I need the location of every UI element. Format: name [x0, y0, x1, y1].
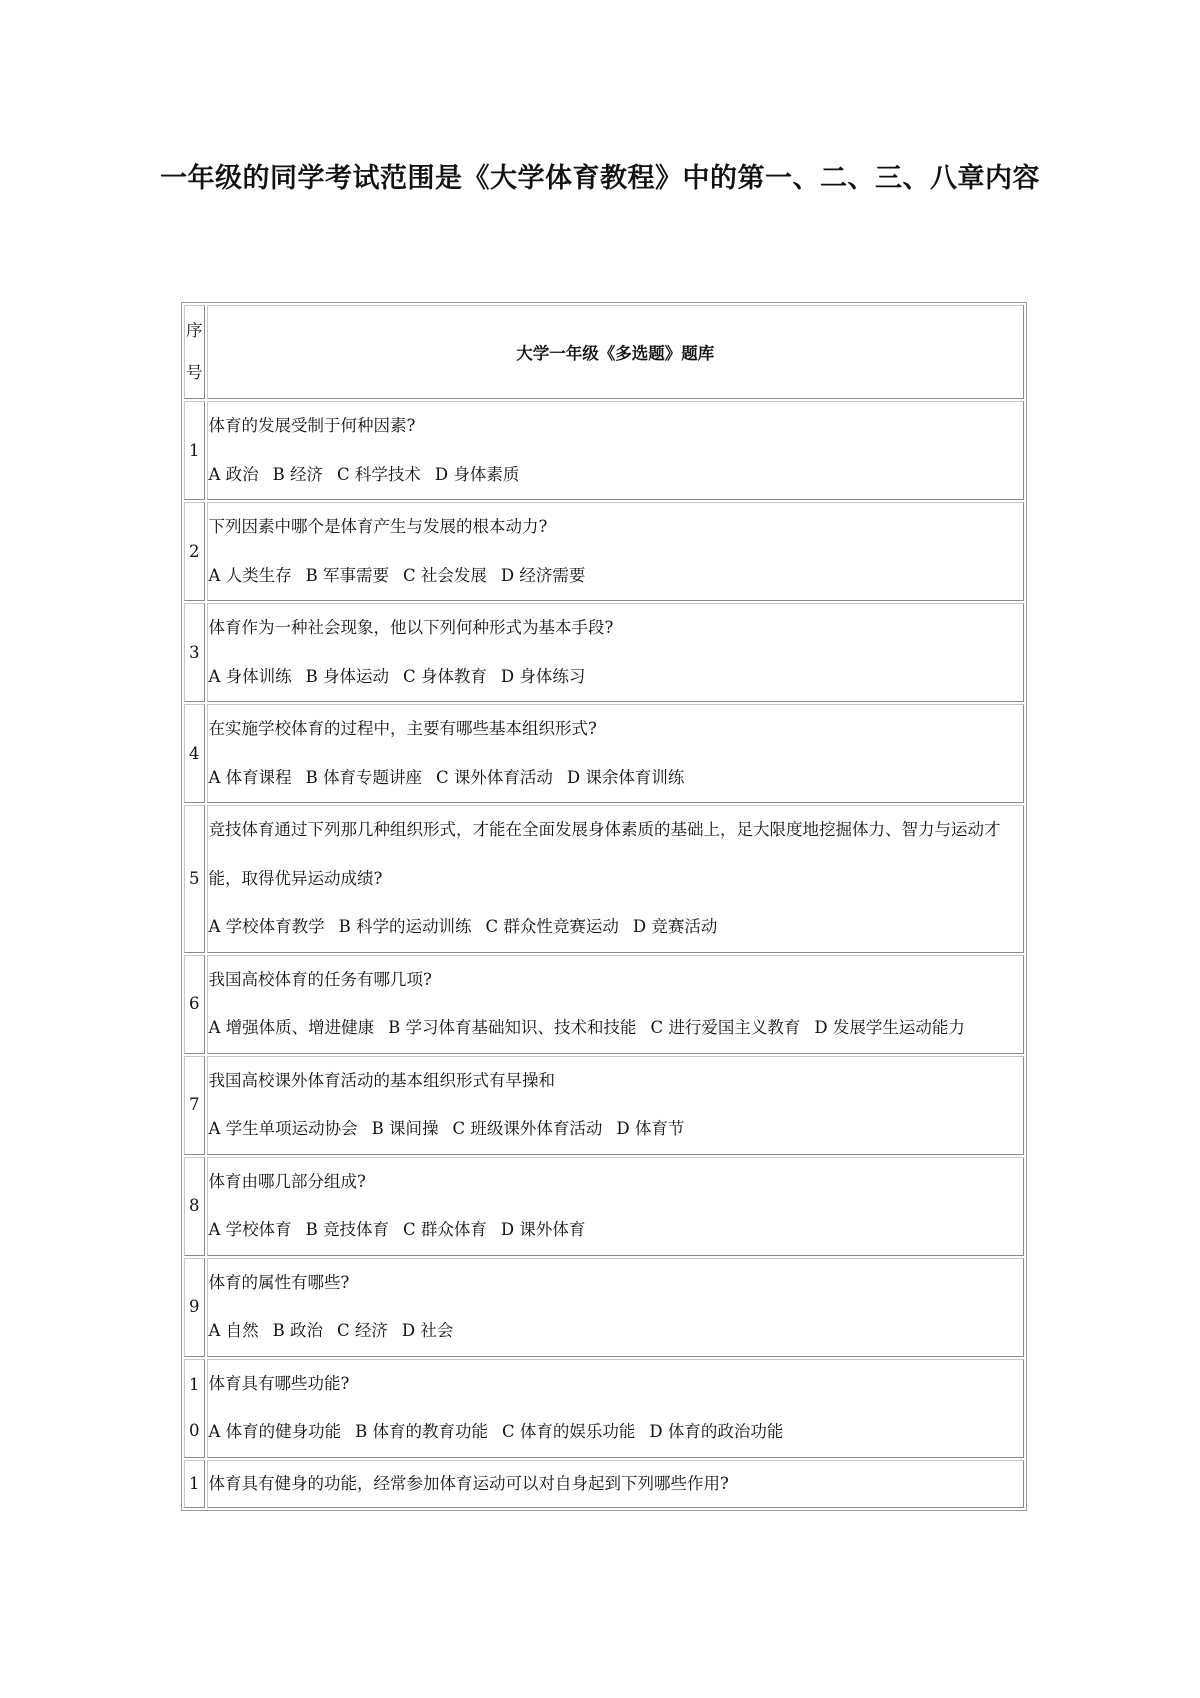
option-a: A 政治 — [208, 464, 259, 484]
option-c: C 经济 — [337, 1321, 388, 1340]
question-text: 体育由哪几部分组成? — [208, 1171, 366, 1191]
question-cell — [207, 955, 1025, 1054]
option-c: C 课外体育活动 — [436, 767, 553, 787]
option-c: C 科学技术 — [337, 464, 421, 484]
question-row — [184, 955, 1024, 1054]
question-row — [184, 502, 1024, 601]
question-text: 在实施学校体育的过程中，主要有哪些基本组织形式? — [208, 719, 597, 738]
question-number: 1 — [184, 401, 205, 500]
option-d: D 竞赛活动 — [632, 917, 718, 936]
question-cell — [207, 1460, 1025, 1508]
question-cell — [207, 1258, 1025, 1357]
option-a: A 体育的健身功能 — [208, 1422, 342, 1441]
question-text: 我国高校课外体育活动的基本组织形式有早操和 — [208, 1070, 555, 1090]
option-b: B 体育专题讲座 — [305, 767, 423, 787]
question-text: 竞技体育通过下列那几种组织形式，才能在全面发展身体素质的基础上，足大限度地挖掘体力、智力与运动才能，取得优异运动成绩? — [208, 820, 1001, 888]
question-cell — [207, 1157, 1025, 1256]
option-b: B 学习体育基础知识、技术和技能 — [388, 1018, 637, 1037]
option-a: A 学生单项运动协会 — [208, 1119, 358, 1138]
options-line — [209, 552, 1023, 601]
options-line — [209, 1105, 1023, 1154]
question-text: 体育的发展受制于何种因素? — [208, 416, 416, 435]
question-cell — [207, 704, 1025, 803]
option-b: B 身体运动 — [305, 666, 390, 686]
question-text: 体育作为一种社会现象，他以下列何种形式为基本手段? — [208, 618, 614, 637]
question-number: 1 — [184, 1460, 205, 1508]
question-row — [184, 1460, 1024, 1508]
option-a: A 自然 — [208, 1321, 259, 1340]
question-cell — [207, 603, 1025, 702]
options-line — [209, 754, 1023, 803]
question-number: 10 — [184, 1359, 205, 1458]
option-d: D 课余体育训练 — [566, 767, 685, 787]
options-line — [209, 903, 1023, 952]
question-row — [184, 401, 1024, 500]
options-line — [209, 451, 1023, 500]
question-text: 我国高校体育的任务有哪几项? — [208, 969, 432, 989]
question-text: 体育具有哪些功能? — [208, 1373, 350, 1393]
question-cell — [207, 1056, 1025, 1155]
options-line — [209, 1408, 1023, 1457]
question-text: 体育具有健身的功能，经常参加体育运动可以对自身起到下列哪些作用? — [208, 1473, 729, 1493]
question-number: 7 — [184, 1056, 205, 1155]
table-header-row — [184, 305, 1024, 399]
option-c: C 群众体育 — [403, 1220, 487, 1239]
question-row — [184, 603, 1024, 702]
option-c: C 班级课外体育活动 — [452, 1119, 603, 1138]
question-number: 8 — [184, 1157, 205, 1256]
question-number: 3 — [184, 603, 205, 702]
question-number: 9 — [184, 1258, 205, 1357]
option-b: B 科学的运动训练 — [338, 917, 472, 936]
option-d: D 身体练习 — [500, 666, 586, 686]
question-cell — [207, 502, 1025, 601]
question-row — [184, 704, 1024, 803]
header-title-cell: 大学一年级《多选题》题库 — [207, 305, 1025, 399]
question-row — [184, 1359, 1024, 1458]
option-a: A 人类生存 — [208, 565, 292, 585]
question-row — [184, 1056, 1024, 1155]
option-c: C 身体教育 — [403, 666, 487, 686]
question-number: 6 — [184, 955, 205, 1054]
option-a: A 学校体育 — [208, 1220, 292, 1239]
question-cell — [207, 805, 1025, 953]
question-text: 下列因素中哪个是体育产生与发展的根本动力? — [208, 517, 548, 536]
options-line — [209, 1307, 1023, 1356]
option-d: D 身体素质 — [434, 464, 520, 484]
question-cell — [207, 401, 1025, 500]
option-d: D 经济需要 — [500, 565, 586, 585]
options-line — [209, 1004, 1023, 1053]
header-number-cell: 序号 — [184, 305, 205, 399]
question-cell — [207, 1359, 1025, 1458]
option-d: D 课外体育 — [500, 1220, 586, 1239]
option-b: B 军事需要 — [305, 565, 390, 585]
option-d: D 社会 — [401, 1321, 454, 1340]
option-a: A 体育课程 — [208, 767, 292, 787]
option-d: D 体育节 — [616, 1119, 685, 1138]
option-c: C 进行爱国主义教育 — [650, 1018, 801, 1037]
question-row — [184, 1258, 1024, 1357]
option-a: A 身体训练 — [208, 666, 292, 686]
question-text: 体育的属性有哪些? — [208, 1272, 350, 1292]
option-d: D 发展学生运动能力 — [814, 1018, 965, 1037]
question-number: 4 — [184, 704, 205, 803]
option-c: C 社会发展 — [403, 565, 487, 585]
document-title: 一年级的同学考试范围是《大学体育教程》中的第一、二、三、八章内容 — [160, 163, 1040, 194]
question-number: 2 — [184, 502, 205, 601]
option-b: B 体育的教育功能 — [355, 1422, 489, 1441]
option-c: C 群众性竞赛运动 — [485, 917, 619, 936]
options-line — [209, 653, 1023, 702]
option-c: C 体育的娱乐功能 — [502, 1422, 636, 1441]
option-b: B 政治 — [272, 1321, 324, 1340]
question-bank-table — [181, 302, 1027, 1511]
option-a: A 学校体育教学 — [208, 917, 325, 936]
option-b: B 竞技体育 — [305, 1220, 390, 1239]
options-line — [209, 1206, 1023, 1255]
option-b: B 经济 — [272, 464, 324, 484]
question-number: 5 — [184, 805, 205, 953]
option-a: A 增强体质、增进健康 — [208, 1018, 375, 1037]
question-row — [184, 1157, 1024, 1256]
question-row — [184, 805, 1024, 953]
option-d: D 体育的政治功能 — [649, 1422, 784, 1441]
option-b: B 课间操 — [371, 1119, 439, 1138]
